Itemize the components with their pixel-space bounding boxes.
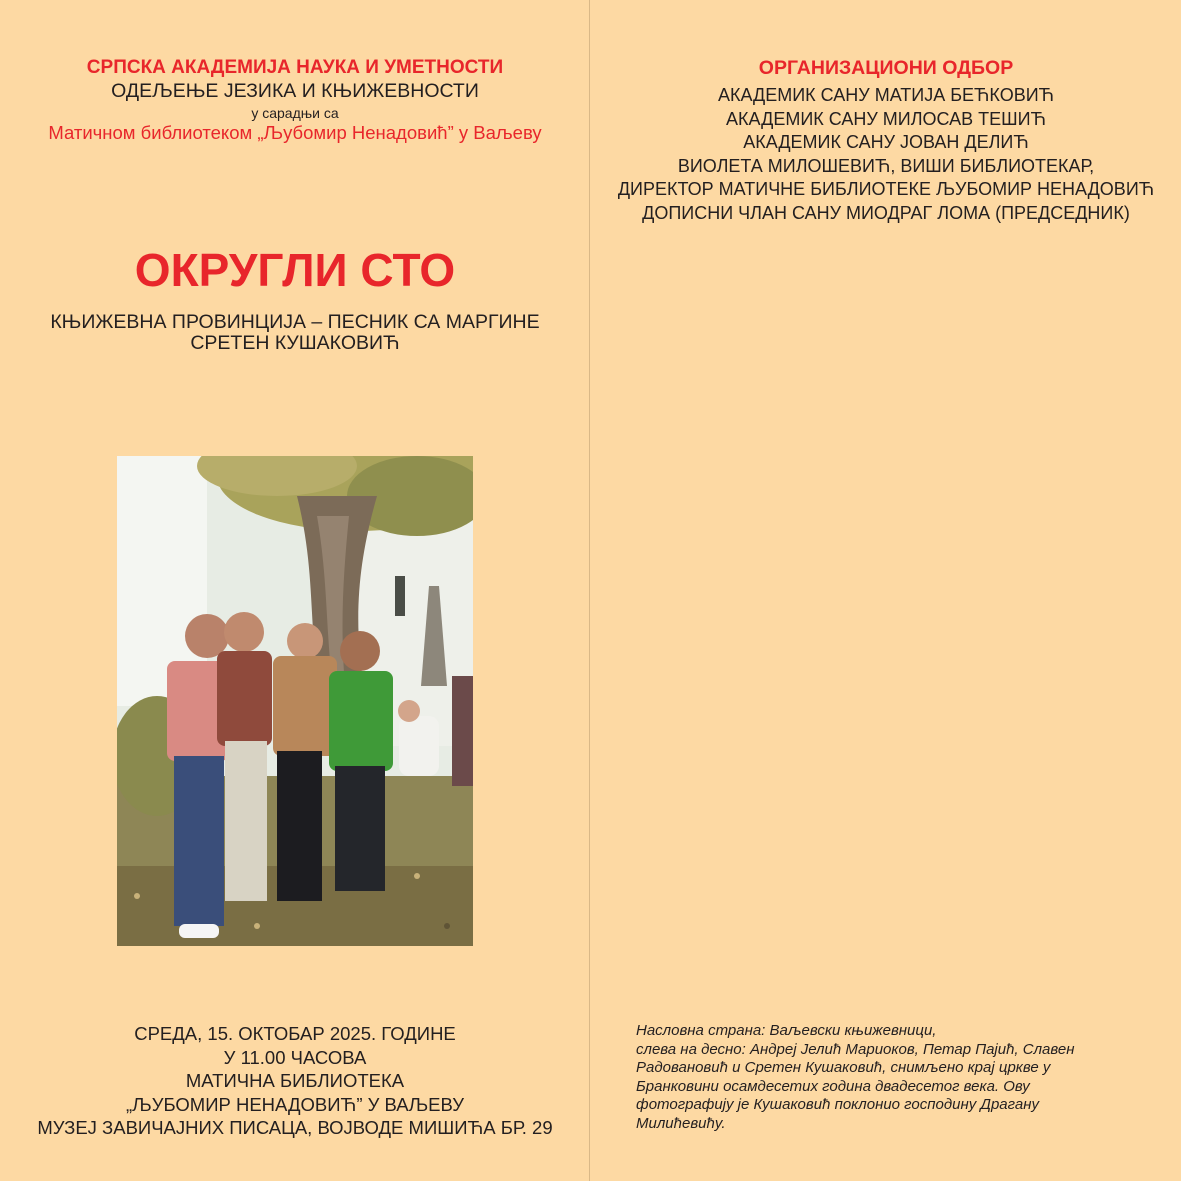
event-time: У 11.00 ЧАСОВА: [223, 1046, 367, 1068]
department-name: ОДЕЉЕЊЕ ЈЕЗИКА И КЊИЖЕВНОСТИ: [111, 80, 479, 102]
committee-member: АКАДЕМИК САНУ МАТИЈА БЕЋКОВИЋ: [717, 85, 1055, 105]
cover-photo-illustration: [117, 456, 473, 946]
event-date: СРЕДА, 15. ОКТОБАР 2025. ГОДИНЕ: [134, 1023, 456, 1044]
cover-photo: [117, 456, 473, 946]
committee-member: ДИРЕКТОР МАТИЧНЕ БИБЛИОТЕКЕ ЉУБОМИР НЕНАДОВИЋ: [617, 179, 1155, 199]
event-subtitle: КЊИЖЕВНА ПРОВИНЦИЈА – ПЕСНИК СА МАРГИНЕ: [50, 311, 540, 333]
academy-name: СРПСКА АКАДЕМИЈА НАУКА И УМЕТНОСТИ: [86, 57, 504, 78]
venue-name-line2: „ЉУБОМИР НЕНАДОВИЋ” У ВАЉЕВУ: [126, 1093, 464, 1115]
photo-caption: [636, 1022, 1136, 1133]
right-panel: [591, 0, 1181, 1181]
caption-line: слева на десно: Андреј Јелић Мариоков, Петар Пајић, Славен: [636, 1040, 1075, 1058]
event-subject: СРЕТЕН КУШАКОВИЋ: [190, 332, 400, 354]
committee-member: ВИОЛЕТА МИЛОШЕВИЋ, ВИШИ БИБЛИОТЕКАР,: [677, 155, 1095, 176]
venue-name: МАТИЧНА БИБЛИОТЕКА: [185, 1070, 405, 1091]
library-name: Матичном библиотеком „Љубомир Ненадовић” у Ваљеву: [48, 122, 542, 143]
caption-line: фотографију је Кушаковић поклонио господину Драгану: [636, 1096, 1039, 1113]
caption-line: Радовановић и Сретен Кушаковић, снимљено крај цркве у: [636, 1059, 1051, 1076]
caption-line: Бранковини осамдесетих година двадесетог века. Ову: [636, 1077, 1030, 1095]
cooperation-text: у сарадњи са: [251, 105, 339, 121]
left-panel: [0, 0, 590, 1181]
caption-line: Милићевићу.: [636, 1114, 726, 1132]
committee-member: ДОПИСНИ ЧЛАН САНУ МИОДРАГ ЛОМА (ПРЕДСЕДНИК): [642, 202, 1130, 223]
committee-member: АКАДЕМИК САНУ МИЛОСАВ ТЕШИЋ: [726, 108, 1046, 129]
venue-address: МУЗЕЈ ЗАВИЧАЈНИХ ПИСАЦА, ВОЈВОДЕ МИШИЋА БР. 29: [37, 1117, 553, 1138]
event-info: [0, 1022, 590, 1140]
committee-title: ОРГАНИЗАЦИОНИ ОДБОР: [758, 57, 1014, 79]
event-title: ОКРУГЛИ СТО: [134, 244, 456, 296]
committee-member: АКАДЕМИК САНУ ЈОВАН ДЕЛИЋ: [743, 132, 1029, 152]
committee-list: [591, 84, 1181, 225]
caption-line: Насловна страна: Ваљевски књижевници,: [636, 1022, 937, 1039]
